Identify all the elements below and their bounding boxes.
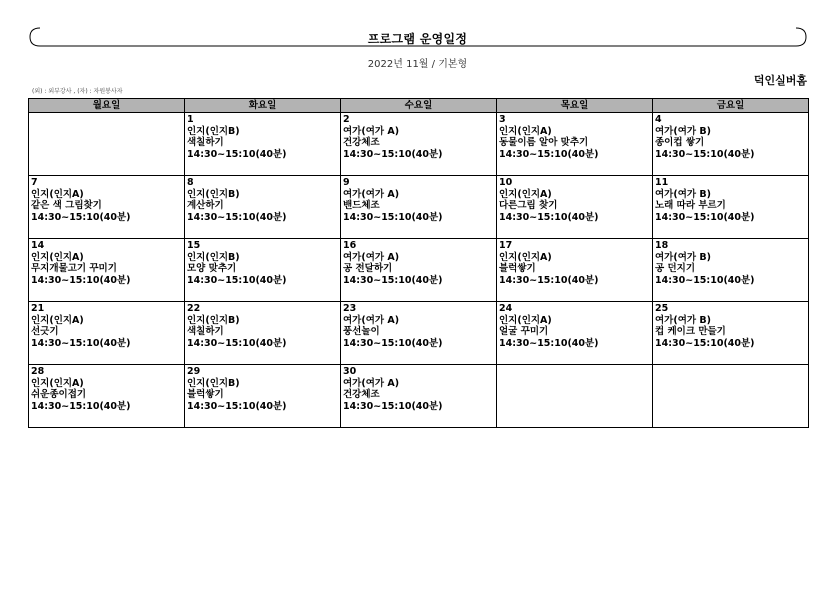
cell-time: 14:30~15:10(40분) bbox=[655, 337, 755, 349]
cell-day: 15 bbox=[187, 240, 201, 251]
cell-day: 10 bbox=[499, 177, 513, 188]
cell-day: 2 bbox=[343, 114, 350, 125]
cell-day: 23 bbox=[343, 303, 357, 314]
day-cell bbox=[185, 239, 341, 302]
cell-day: 8 bbox=[187, 177, 194, 188]
cell-category: 여가(여가 A) bbox=[343, 314, 400, 326]
cell-time: 14:30~15:10(40분) bbox=[343, 148, 443, 160]
cell-program: 무지개물고기 꾸미기 bbox=[31, 263, 117, 274]
cell-category: 인지(인지A) bbox=[499, 251, 552, 263]
day-cell bbox=[185, 176, 341, 239]
day-cell bbox=[497, 365, 653, 428]
week-row bbox=[29, 302, 809, 365]
cell-time: 14:30~15:10(40분) bbox=[31, 274, 131, 286]
cell-program: 건강체조 bbox=[343, 137, 380, 148]
cell-time: 14:30~15:10(40분) bbox=[343, 211, 443, 223]
cell-day: 7 bbox=[31, 177, 38, 188]
cell-day: 30 bbox=[343, 366, 357, 377]
day-cell bbox=[29, 176, 185, 239]
legend-note: (외) : 외부강사 , (자) : 자원봉사자 bbox=[32, 88, 123, 95]
day-cell bbox=[653, 365, 809, 428]
cell-category: 인지(인지A) bbox=[31, 188, 84, 200]
cell-time: 14:30~15:10(40분) bbox=[499, 337, 599, 349]
cell-day: 24 bbox=[499, 303, 513, 314]
cell-program: 모양 맞추기 bbox=[187, 263, 237, 274]
cell-time: 14:30~15:10(40분) bbox=[187, 400, 287, 412]
day-cell bbox=[185, 365, 341, 428]
cell-category: 인지(인지B) bbox=[187, 314, 240, 326]
cell-category: 인지(인지A) bbox=[31, 314, 84, 326]
schedule-table bbox=[28, 98, 809, 428]
day-cell bbox=[497, 176, 653, 239]
cell-program: 색칠하기 bbox=[187, 326, 224, 337]
cell-program: 블럭쌓기 bbox=[187, 389, 224, 400]
cell-day: 22 bbox=[187, 303, 201, 314]
cell-time: 14:30~15:10(40분) bbox=[343, 274, 443, 286]
cell-program: 다른그림 찾기 bbox=[499, 200, 558, 211]
cell-category: 인지(인지B) bbox=[187, 188, 240, 200]
day-cell bbox=[653, 302, 809, 365]
cell-day: 21 bbox=[31, 303, 45, 314]
cell-day: 3 bbox=[499, 114, 506, 125]
weekday-header: 금요일 bbox=[653, 99, 809, 113]
cell-program: 종이컵 쌓기 bbox=[655, 137, 705, 148]
day-cell bbox=[341, 302, 497, 365]
cell-program: 색칠하기 bbox=[187, 137, 224, 148]
cell-category: 인지(인지B) bbox=[187, 377, 240, 389]
cell-program: 얼굴 꾸미기 bbox=[499, 326, 549, 337]
day-cell bbox=[653, 176, 809, 239]
cell-program: 같은 색 그림찾기 bbox=[31, 200, 102, 211]
cell-day: 16 bbox=[343, 240, 357, 251]
week-row bbox=[29, 365, 809, 428]
cell-time: 14:30~15:10(40분) bbox=[655, 148, 755, 160]
cell-category: 여가(여가 A) bbox=[343, 251, 400, 263]
cell-time: 14:30~15:10(40분) bbox=[343, 400, 443, 412]
cell-category: 여가(여가 B) bbox=[655, 314, 711, 326]
cell-day: 11 bbox=[655, 177, 669, 188]
cell-program: 계산하기 bbox=[187, 200, 224, 211]
cell-time: 14:30~15:10(40분) bbox=[187, 274, 287, 286]
cell-day: 9 bbox=[343, 177, 350, 188]
cell-program: 노래 따라 부르기 bbox=[655, 200, 726, 211]
day-cell bbox=[29, 113, 185, 176]
cell-day: 29 bbox=[187, 366, 201, 377]
day-cell bbox=[341, 239, 497, 302]
week-row bbox=[29, 176, 809, 239]
cell-category: 인지(인지A) bbox=[31, 377, 84, 389]
day-cell bbox=[497, 302, 653, 365]
cell-time: 14:30~15:10(40분) bbox=[31, 337, 131, 349]
cell-time: 14:30~15:10(40분) bbox=[655, 274, 755, 286]
weekday-header-row bbox=[29, 99, 809, 113]
cell-category: 여가(여가 B) bbox=[655, 188, 711, 200]
weekday-header: 월요일 bbox=[29, 99, 185, 113]
day-cell bbox=[29, 239, 185, 302]
cell-program: 컵 케이크 만들기 bbox=[655, 326, 726, 337]
day-cell bbox=[185, 302, 341, 365]
cell-category: 인지(인지A) bbox=[499, 188, 552, 200]
day-cell bbox=[653, 239, 809, 302]
cell-program: 쉬운종이접기 bbox=[31, 389, 87, 400]
cell-category: 인지(인지A) bbox=[31, 251, 84, 263]
cell-category: 여가(여가 B) bbox=[655, 125, 711, 137]
page-title: 프로그램 운영일정 bbox=[367, 32, 468, 46]
cell-time: 14:30~15:10(40분) bbox=[187, 337, 287, 349]
cell-program: 선긋기 bbox=[31, 326, 59, 337]
cell-time: 14:30~15:10(40분) bbox=[499, 274, 599, 286]
cell-time: 14:30~15:10(40분) bbox=[655, 211, 755, 223]
day-cell bbox=[341, 113, 497, 176]
cell-program: 공 던지기 bbox=[655, 263, 696, 274]
cell-category: 여가(여가 A) bbox=[343, 377, 400, 389]
cell-time: 14:30~15:10(40분) bbox=[31, 400, 131, 412]
cell-day: 18 bbox=[655, 240, 669, 251]
cell-category: 인지(인지A) bbox=[499, 314, 552, 326]
cell-time: 14:30~15:10(40분) bbox=[187, 148, 287, 160]
cell-category: 여가(여가 B) bbox=[655, 251, 711, 263]
cell-program: 풍선놀이 bbox=[343, 326, 380, 337]
cell-category: 여가(여가 A) bbox=[343, 188, 400, 200]
organization-name: 덕인실버홈 bbox=[753, 74, 807, 87]
day-cell bbox=[341, 365, 497, 428]
cell-day: 1 bbox=[187, 114, 194, 125]
day-cell bbox=[341, 176, 497, 239]
cell-category: 여가(여가 A) bbox=[343, 125, 400, 137]
cell-day: 4 bbox=[655, 114, 662, 125]
day-cell bbox=[497, 113, 653, 176]
cell-time: 14:30~15:10(40분) bbox=[31, 211, 131, 223]
day-cell bbox=[185, 113, 341, 176]
cell-day: 14 bbox=[31, 240, 45, 251]
cell-program: 블럭쌓기 bbox=[499, 263, 536, 274]
cell-program: 밴드체조 bbox=[343, 200, 380, 211]
cell-day: 25 bbox=[655, 303, 669, 314]
cell-category: 인지(인지A) bbox=[499, 125, 552, 137]
day-cell bbox=[29, 365, 185, 428]
cell-day: 17 bbox=[499, 240, 513, 251]
weekday-header: 화요일 bbox=[185, 99, 341, 113]
cell-time: 14:30~15:10(40분) bbox=[499, 211, 599, 223]
cell-time: 14:30~15:10(40분) bbox=[499, 148, 599, 160]
cell-day: 28 bbox=[31, 366, 45, 377]
cell-category: 인지(인지B) bbox=[187, 125, 240, 137]
cell-program: 동물이름 알아 맞추기 bbox=[499, 137, 589, 148]
day-cell bbox=[497, 239, 653, 302]
schedule-body bbox=[29, 113, 809, 428]
cell-program: 공 전달하기 bbox=[343, 263, 393, 274]
cell-time: 14:30~15:10(40분) bbox=[187, 211, 287, 223]
day-cell bbox=[29, 302, 185, 365]
day-cell bbox=[653, 113, 809, 176]
cell-category: 인지(인지B) bbox=[187, 251, 240, 263]
page-subtitle: 2022년 11월 / 기본형 bbox=[367, 59, 468, 70]
weekday-header: 목요일 bbox=[497, 99, 653, 113]
week-row bbox=[29, 239, 809, 302]
week-row bbox=[29, 113, 809, 176]
weekday-header: 수요일 bbox=[341, 99, 497, 113]
cell-time: 14:30~15:10(40분) bbox=[343, 337, 443, 349]
cell-program: 건강체조 bbox=[343, 389, 380, 400]
